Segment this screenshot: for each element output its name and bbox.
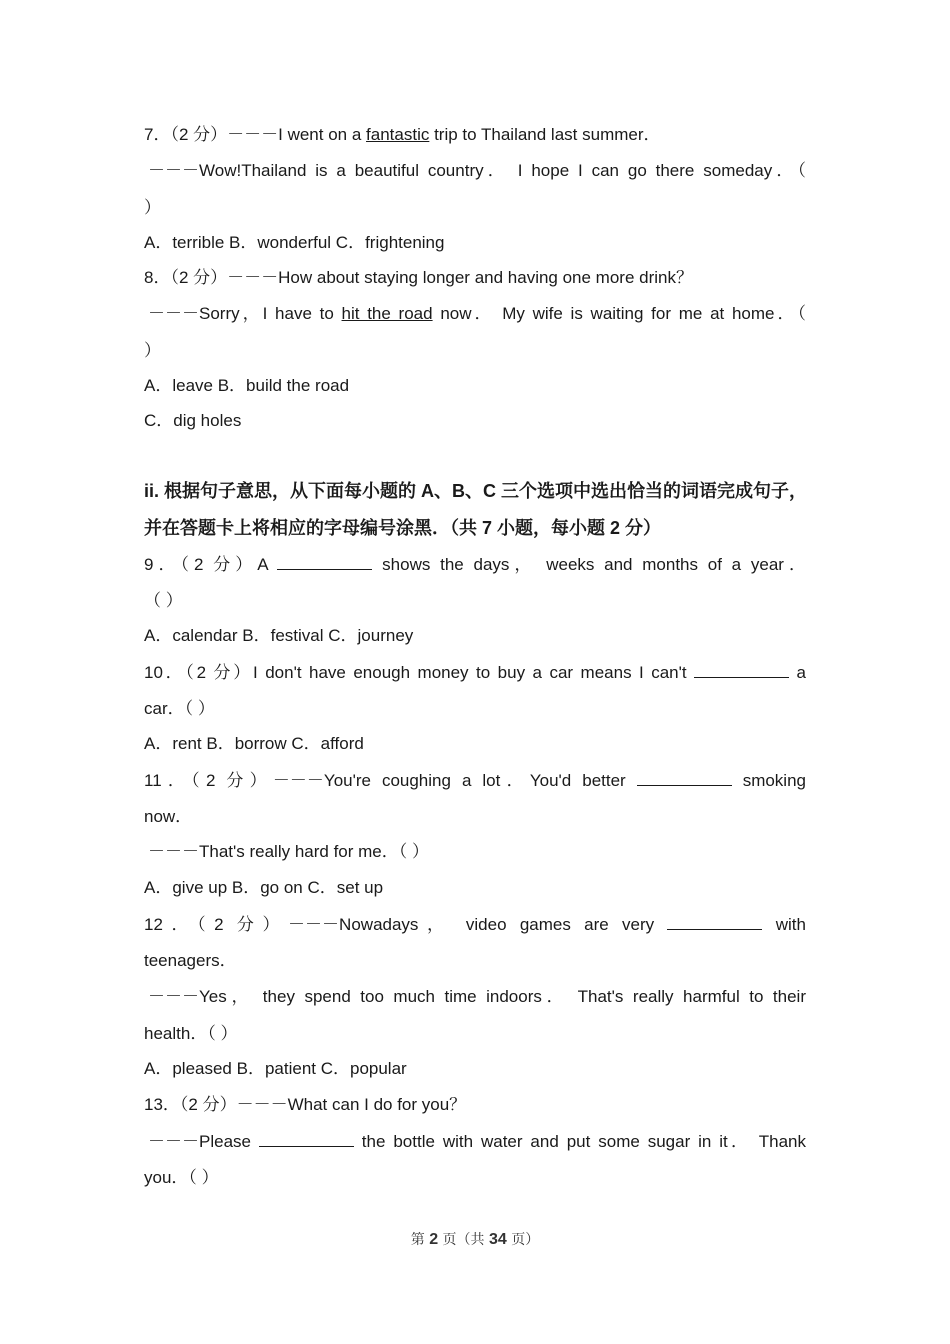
footer-text-end: 页）: [506, 1232, 540, 1248]
question-12-options: A．pleased B．patient C．popular: [144, 1059, 407, 1078]
question-7-reply: －－－Wow!Thailand is a beautiful country． I hope I can go there someday．（: [148, 161, 806, 180]
question-11-blank: [637, 769, 732, 786]
question-7-stem: [144, 124, 806, 146]
question-12-reply-continuation: health．（ ）: [144, 1024, 238, 1043]
question-10-blank: [694, 661, 789, 678]
question-9-stem: [144, 553, 806, 576]
question-11-stem: [144, 769, 806, 792]
question-7-text-end: trip to Thailand last summer．: [429, 125, 661, 144]
footer-total-pages: 34: [489, 1231, 507, 1248]
question-12-text-end: with: [762, 915, 806, 934]
question-10-continuation: car．（ ）: [144, 699, 215, 718]
question-11-text-end: smoking: [731, 771, 806, 790]
section-2-heading-line-2: 并在答题卡上将相应的字母编号涂黑．（共 7 小题，每小题 2 分）: [144, 518, 662, 538]
question-7-text: 7．（2 分）－－－I went on a: [144, 125, 367, 144]
footer-text: 第: [410, 1232, 430, 1248]
question-9-text: 9．（2 分）A: [144, 555, 278, 574]
question-7-paren-close: ）: [144, 198, 161, 217]
question-8-stem: 8．（2 分）－－－How about staying longer and having one more drink？: [144, 268, 693, 287]
question-13-reply: [148, 1130, 806, 1153]
question-13-blank: [259, 1130, 354, 1147]
question-9-options: A．calendar B．festival C．journey: [144, 626, 414, 645]
question-11-reply: －－－That's really hard for me．（ ）: [148, 842, 429, 861]
question-12-continuation: teenagers．: [144, 951, 237, 970]
question-13-stem: 13．（2 分）－－－What can I do for you？: [144, 1095, 467, 1114]
question-7-underlined-word: fantastic: [366, 125, 430, 144]
question-8-reply-text: －－－Sorry，I have to: [148, 304, 342, 323]
question-8-underlined-phrase: hit the road: [341, 304, 433, 323]
question-12-blank: [667, 913, 762, 930]
question-12-text: 12．（2 分）－－－Nowadays， video games are very: [144, 915, 668, 934]
question-8-option-c: C．dig holes: [144, 411, 242, 430]
question-8-reply: [148, 303, 806, 325]
question-11-continuation: now．: [144, 807, 193, 826]
question-8-options-ab: A．leave B．build the road: [144, 376, 350, 395]
page-footer: [0, 1229, 950, 1249]
question-11-options: A．give up B．go on C．set up: [144, 878, 384, 897]
question-13-continuation: you．（ ）: [144, 1168, 219, 1187]
question-7-options: A．terrible B．wonderful C．frightening: [144, 233, 445, 252]
question-12-stem: [144, 913, 806, 936]
question-8-paren-close: ）: [144, 341, 161, 360]
footer-page-number: 2: [429, 1231, 439, 1248]
question-12-reply: －－－Yes， they spend too much time indoors． That's really harmful to their: [148, 987, 806, 1006]
question-10-options: A．rent B．borrow C．afford: [144, 734, 364, 753]
question-10-text-end: a: [789, 663, 806, 682]
question-9-text-end: shows the days， weeks and months of a year．: [372, 555, 806, 574]
footer-text-mid: 页（共: [438, 1232, 489, 1248]
question-10-stem: [144, 661, 806, 684]
question-11-text: 11．（2 分）－－－You're coughing a lot．You'd better: [144, 771, 637, 790]
question-9-paren: （ ）: [144, 591, 183, 610]
section-2-heading-line-1: ii. 根据句子意思，从下面每小题的 A、B、C 三个选项中选出恰当的词语完成句子，: [144, 481, 807, 501]
question-13-reply-end: the bottle with water and put some sugar in it． Thank: [353, 1132, 806, 1151]
question-9-blank: [277, 553, 372, 570]
question-8-reply-end: now． My wife is waiting for me at home．（: [432, 304, 806, 323]
question-10-text: 10．（2 分）I don't have enough money to buy a car means I can't: [144, 663, 695, 682]
question-13-reply-text: －－－Please: [148, 1132, 259, 1151]
